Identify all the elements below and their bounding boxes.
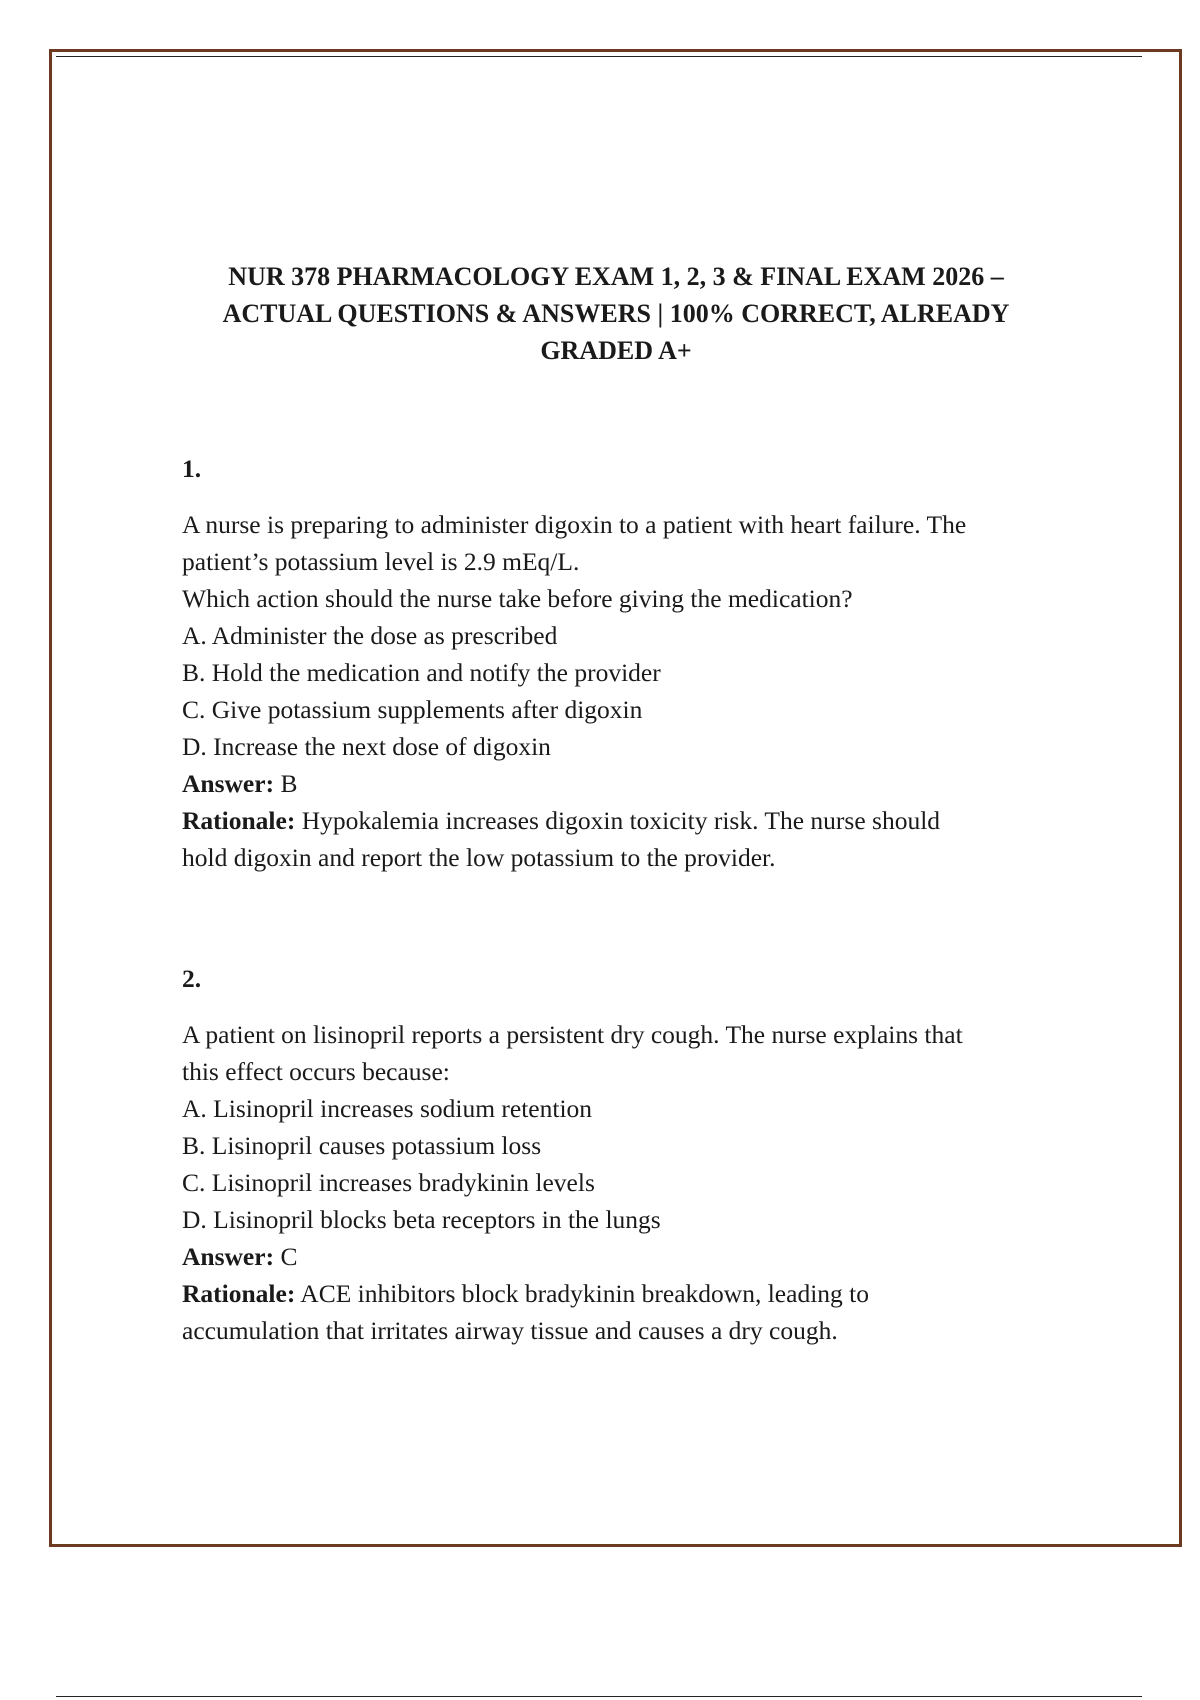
answer-option-a: A. Administer the dose as prescribed <box>182 621 558 650</box>
answer-option-b: B. Hold the medication and notify the provider <box>182 658 661 687</box>
answer-value: C <box>274 1242 298 1271</box>
answer-line <box>182 765 1082 802</box>
answer-option-c: C. Give potassium supplements after digoxin <box>182 695 643 724</box>
rationale-line <box>182 1275 1082 1312</box>
title-line: ACTUAL QUESTIONS & ANSWERS | 100% CORRECT, ALREADY <box>222 299 1010 328</box>
question-stem-line: Which action should the nurse take before giving the medication? <box>182 584 853 613</box>
question-stem-line: patient’s potassium level is 2.9 mEq/L. <box>182 547 580 576</box>
answer-value: B <box>274 769 298 798</box>
title-line: NUR 378 PHARMACOLOGY EXAM 1, 2, 3 & FINAL EXAM 2026 – <box>228 262 1004 291</box>
answer-option-a: A. Lisinopril increases sodium retention <box>182 1094 593 1123</box>
question-number: 1. <box>182 454 202 483</box>
answer-option-d: D. Increase the next dose of digoxin <box>182 732 551 761</box>
rationale-label: Rationale: <box>182 1279 296 1308</box>
question-stem-line: A nurse is preparing to administer digoxin to a patient with heart failure. The <box>182 510 967 539</box>
answer-label: Answer: <box>182 1242 275 1271</box>
answer-line <box>182 1238 1082 1275</box>
question-stem-line: A patient on lisinopril reports a persistent dry cough. The nurse explains that <box>182 1020 963 1049</box>
question-1 <box>182 450 1082 876</box>
rationale-text: Hypokalemia increases digoxin toxicity risk. The nurse should <box>295 806 941 835</box>
title-line: GRADED A+ <box>540 336 692 365</box>
document-title <box>160 258 1072 369</box>
question-2 <box>182 960 1082 1349</box>
rationale-text: ACE inhibitors block bradykinin breakdown, leading to <box>295 1279 869 1308</box>
answer-option-d: D. Lisinopril blocks beta receptors in the lungs <box>182 1205 661 1234</box>
answer-label: Answer: <box>182 769 275 798</box>
rationale-line <box>182 802 1082 839</box>
top-rule <box>56 56 1142 57</box>
answer-option-c: C. Lisinopril increases bradykinin levels <box>182 1168 595 1197</box>
rationale-label: Rationale: <box>182 806 296 835</box>
rationale-text: accumulation that irritates airway tissue and causes a dry cough. <box>182 1316 838 1345</box>
question-number: 2. <box>182 964 202 993</box>
rationale-text: hold digoxin and report the low potassium to the provider. <box>182 843 776 872</box>
answer-option-b: B. Lisinopril causes potassium loss <box>182 1131 542 1160</box>
question-stem-line: this effect occurs because: <box>182 1057 450 1086</box>
bottom-rule <box>56 1696 1142 1697</box>
